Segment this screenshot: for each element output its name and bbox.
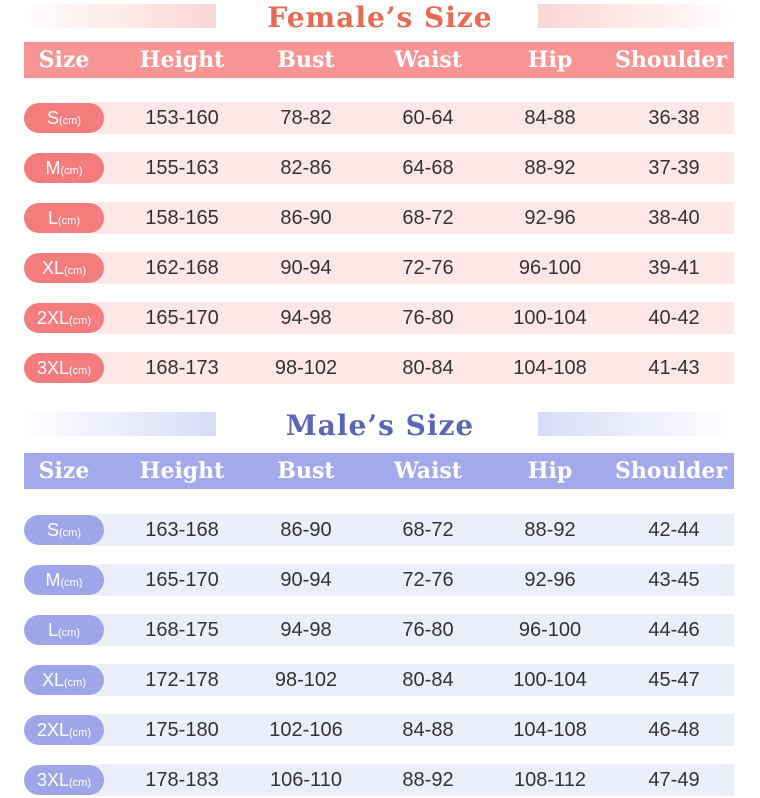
- height-cell: 162-168: [145, 257, 219, 279]
- shoulder-cell: 47-49: [648, 769, 700, 791]
- header-size: Size: [38, 458, 90, 484]
- size-pill: [24, 203, 104, 233]
- header-shoulder: Shoulder: [615, 458, 727, 484]
- male-table-header: [24, 453, 734, 489]
- size-label: XL: [41, 670, 65, 690]
- hip-cell: 104-108: [513, 357, 587, 379]
- shoulder-cell: 42-44: [648, 519, 700, 541]
- table-row: [24, 302, 734, 334]
- bust-cell: 98-102: [274, 669, 338, 691]
- table-row: [24, 614, 734, 646]
- hip-cell: 92-96: [524, 207, 576, 229]
- size-label: XL: [41, 258, 65, 278]
- waist-cell: 88-92: [402, 769, 454, 791]
- female-title-row: [0, 0, 760, 40]
- bust-cell: 102-106: [269, 719, 343, 741]
- unit-label: (cm): [69, 777, 92, 789]
- waist-cell: 76-80: [402, 307, 454, 329]
- size-label: S: [46, 108, 59, 128]
- waist-cell: 72-76: [402, 257, 454, 279]
- size-label: 3XL: [36, 770, 70, 790]
- unit-label: (cm): [64, 677, 87, 689]
- height-cell: 175-180: [145, 719, 219, 741]
- shoulder-cell: 38-40: [648, 207, 700, 229]
- size-pill: [24, 615, 104, 645]
- size-pill: [24, 565, 104, 595]
- shoulder-cell: 43-45: [648, 569, 700, 591]
- waist-cell: 80-84: [402, 669, 454, 691]
- unit-label: (cm): [60, 165, 83, 177]
- shoulder-cell: 40-42: [648, 307, 700, 329]
- table-row: [24, 152, 734, 184]
- unit-label: (cm): [64, 265, 87, 277]
- header-bust: Bust: [277, 458, 335, 484]
- height-cell: 165-170: [145, 307, 219, 329]
- hip-cell: 96-100: [518, 619, 582, 641]
- female-table-header: [24, 42, 734, 78]
- hip-cell: 104-108: [513, 719, 587, 741]
- size-label: S: [46, 520, 59, 540]
- table-row: [24, 202, 734, 234]
- waist-cell: 72-76: [402, 569, 454, 591]
- table-row: [24, 352, 734, 384]
- size-pill: [24, 765, 104, 795]
- table-row: [24, 514, 734, 546]
- height-cell: 153-160: [145, 107, 219, 129]
- size-pill: [24, 153, 104, 183]
- header-shoulder: Shoulder: [615, 47, 727, 73]
- header-height: Height: [139, 458, 225, 484]
- header-height: Height: [139, 47, 225, 73]
- shoulder-cell: 36-38: [648, 107, 700, 129]
- size-label: 3XL: [36, 358, 70, 378]
- shoulder-cell: 41-43: [648, 357, 700, 379]
- shoulder-cell: 37-39: [648, 157, 700, 179]
- shoulder-cell: 44-46: [648, 619, 700, 641]
- header-bust: Bust: [277, 47, 335, 73]
- size-label: M: [45, 570, 61, 590]
- height-cell: 178-183: [145, 769, 219, 791]
- table-row: [24, 564, 734, 596]
- hip-cell: 108-112: [514, 769, 586, 791]
- unit-label: (cm): [60, 577, 83, 589]
- table-row: [24, 252, 734, 284]
- waist-cell: 68-72: [402, 207, 454, 229]
- size-pill: [24, 303, 104, 333]
- hip-cell: 84-88: [524, 107, 576, 129]
- waist-cell: 76-80: [402, 619, 454, 641]
- header-hip: Hip: [527, 458, 573, 484]
- header-hip: Hip: [527, 47, 573, 73]
- waist-cell: 84-88: [402, 719, 454, 741]
- unit-label: (cm): [59, 115, 81, 127]
- size-pill: [24, 103, 104, 133]
- unit-label: (cm): [69, 315, 92, 327]
- bust-cell: 90-94: [280, 257, 332, 279]
- shoulder-cell: 39-41: [648, 257, 700, 279]
- table-row: [24, 764, 734, 796]
- bust-cell: 94-98: [280, 619, 332, 641]
- female-title: Female’s Size: [267, 1, 493, 34]
- bust-cell: 90-94: [280, 569, 332, 591]
- bust-cell: 94-98: [280, 307, 332, 329]
- header-waist: Waist: [394, 47, 462, 73]
- bust-cell: 82-86: [280, 157, 332, 179]
- size-label: M: [45, 158, 61, 178]
- size-label: 2XL: [36, 308, 70, 328]
- waist-cell: 64-68: [402, 157, 454, 179]
- table-row: [24, 102, 734, 134]
- male-title: Male’s Size: [285, 409, 475, 442]
- height-cell: 168-173: [145, 357, 219, 379]
- size-pill: [24, 353, 104, 383]
- height-cell: 165-170: [145, 569, 219, 591]
- shoulder-cell: 45-47: [648, 669, 700, 691]
- bust-cell: 86-90: [280, 207, 332, 229]
- size-pill: [24, 515, 104, 545]
- unit-label: (cm): [58, 627, 80, 639]
- waist-cell: 80-84: [402, 357, 454, 379]
- header-waist: Waist: [394, 458, 462, 484]
- height-cell: 163-168: [145, 519, 219, 541]
- bust-cell: 78-82: [280, 107, 332, 129]
- unit-label: (cm): [69, 727, 92, 739]
- table-row: [24, 714, 734, 746]
- header-size: Size: [38, 47, 90, 73]
- unit-label: (cm): [69, 365, 92, 377]
- hip-cell: 88-92: [524, 157, 576, 179]
- bust-cell: 106-110: [270, 769, 342, 791]
- shoulder-cell: 46-48: [648, 719, 700, 741]
- waist-cell: 60-64: [402, 107, 454, 129]
- hip-cell: 88-92: [524, 519, 576, 541]
- hip-cell: 96-100: [518, 257, 582, 279]
- size-pill: [24, 253, 104, 283]
- hip-cell: 92-96: [524, 569, 576, 591]
- size-pill: [24, 665, 104, 695]
- unit-label: (cm): [58, 215, 80, 227]
- size-pill: [24, 715, 104, 745]
- waist-cell: 68-72: [402, 519, 454, 541]
- bust-cell: 98-102: [274, 357, 338, 379]
- male-title-row: [0, 408, 760, 448]
- height-cell: 168-175: [145, 619, 219, 641]
- height-cell: 172-178: [145, 669, 219, 691]
- hip-cell: 100-104: [513, 307, 587, 329]
- height-cell: 155-163: [145, 157, 219, 179]
- size-label: L: [47, 208, 58, 228]
- bust-cell: 86-90: [280, 519, 332, 541]
- size-label: 2XL: [36, 720, 70, 740]
- unit-label: (cm): [59, 527, 81, 539]
- height-cell: 158-165: [145, 207, 219, 229]
- table-row: [24, 664, 734, 696]
- size-label: L: [47, 620, 58, 640]
- hip-cell: 100-104: [513, 669, 587, 691]
